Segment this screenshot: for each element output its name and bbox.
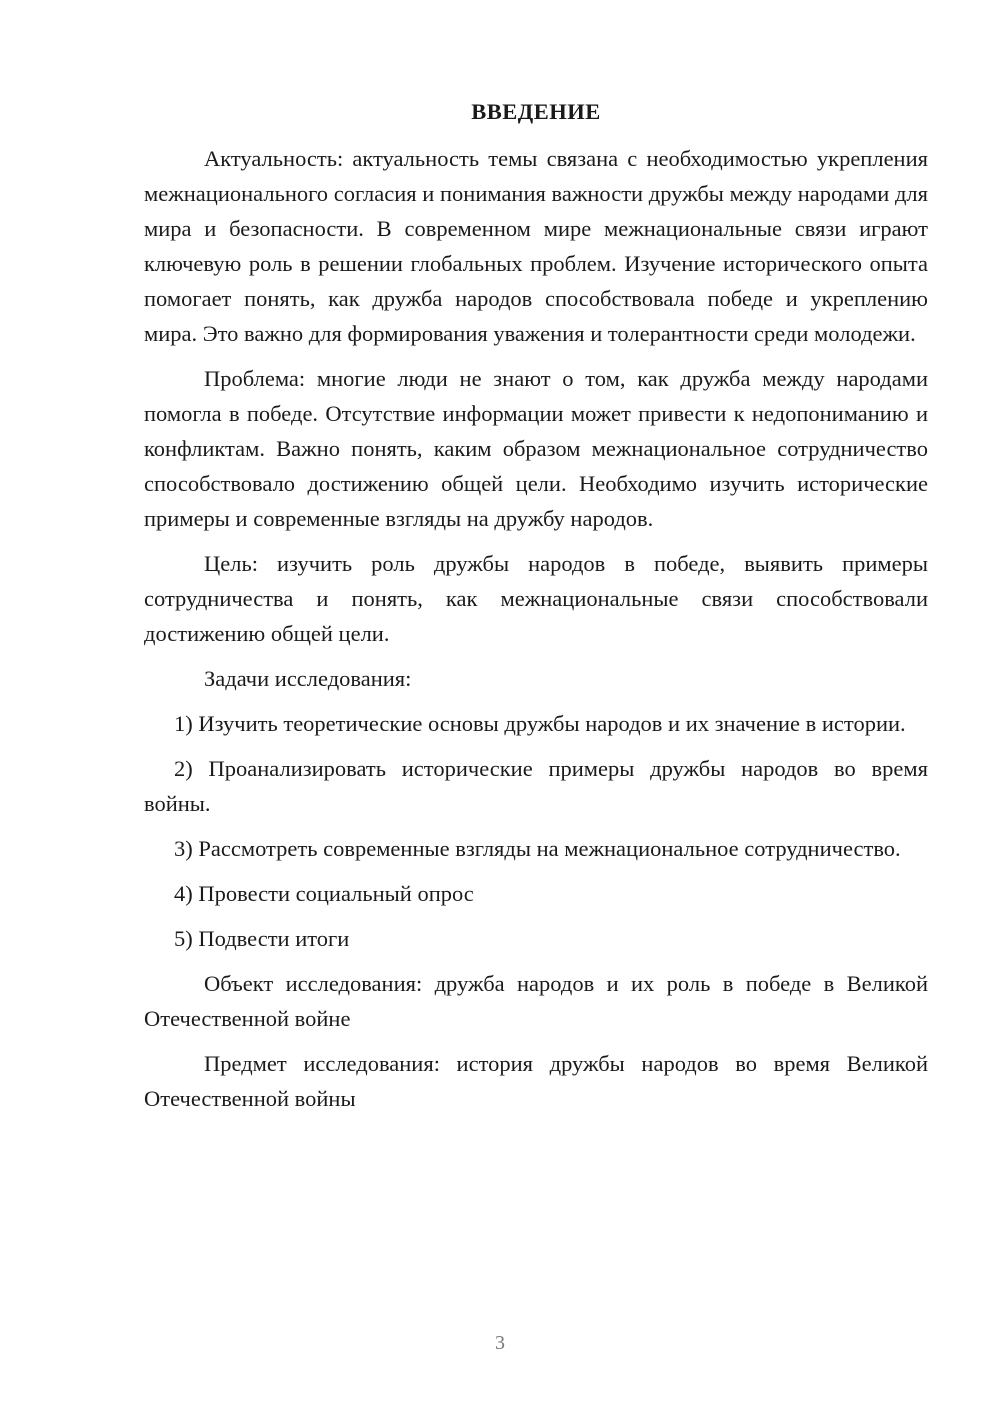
goal-paragraph: Цель: изучить роль дружбы народов в победе, выявить примеры сотрудничества и понять, как межнациональные связи способствовали достижению общей цели. [144,551,928,646]
tasks-heading: Задачи исследования: [204,666,412,691]
task-item: 4) Провести социальный опрос [174,881,474,906]
document-body [144,94,928,1126]
relevance-paragraph: Актуальность: актуальность темы связана с необходимостью укрепления межнационального согласия и понимания важности дружбы между народами для мира и безопасности. В современном мире межнациональные связи играют ключевую роль в решении глобальных проблем. Изучение исторического опыта помогает понять, как дружба народов способствовала победе и укреплению мира. Это важно для формирования уважения и толерантности среди молодежи. [144,146,928,346]
research-subject-paragraph: Предмет исследования: история дружбы народов во время Великой Отечественной войны [144,1051,928,1111]
task-item: 3) Рассмотреть современные взгляды на межнациональное сотрудничество. [174,836,901,861]
section-title: ВВЕДЕНИЕ [471,99,601,124]
task-item: 1) Изучить теоретические основы дружбы народов и их значение в истории. [174,711,906,736]
problem-paragraph: Проблема: многие люди не знают о том, как дружба между народами помогла в победе. Отсутствие информации может привести к недопониманию и конфликтам. Важно понять, каким образом межнациональное сотрудничество способствовало достижению общей цели. Необходимо изучить исторические примеры и современные взгляды на дружбу народов. [144,366,928,531]
research-object-paragraph: Объект исследования: дружба народов и их роль в победе в Великой Отечественной войне [144,971,928,1031]
task-item: 5) Подвести итоги [174,926,350,951]
page-number: 3 [495,1332,505,1354]
task-item: 2) Проанализировать исторические примеры дружбы народов во время войны. [144,756,928,816]
